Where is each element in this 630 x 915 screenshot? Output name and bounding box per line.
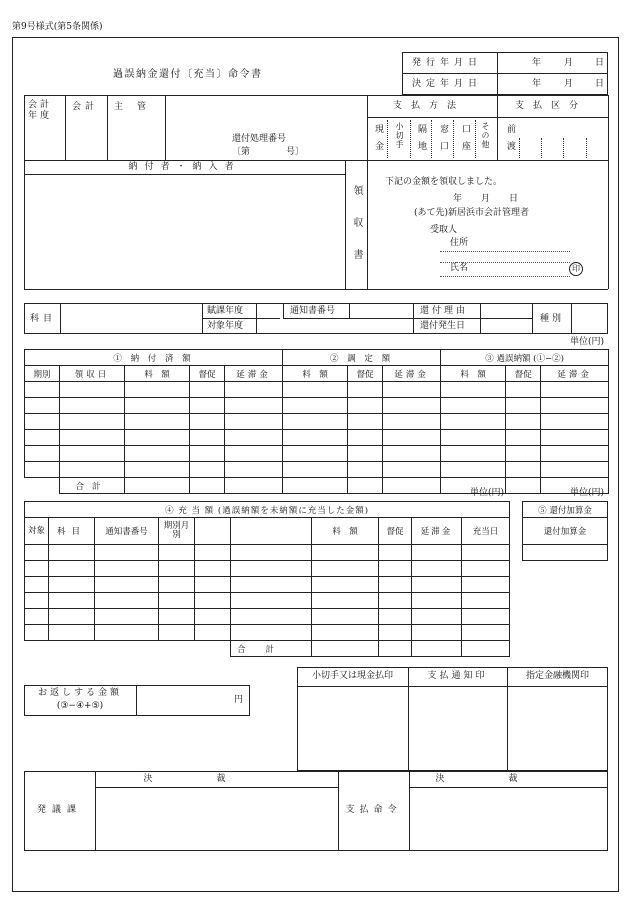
manager-label: 主管: [114, 102, 161, 112]
refund-amount-unit: 円: [234, 695, 244, 705]
appropriation-table: ④ 充 当 額 (過誤納額を未納額に充当した金額) 対象 科目 通知書番号 期別月別 料 額 督促 延滞金 充当日 合計: [24, 501, 510, 657]
pay-method-account: 口座: [460, 124, 470, 158]
pay-method-other: その他: [481, 122, 490, 149]
form-title: 過誤納金還付〔充当〕命令書: [113, 69, 263, 80]
table-row: [25, 398, 609, 414]
stamp-bank-label: 指定金融機関印: [525, 671, 589, 681]
decision-date-label: 決定年月日: [412, 79, 483, 89]
pay-method-check: 小切手: [395, 122, 404, 149]
target-year-label: 対象年度: [207, 321, 244, 331]
stamp-cash-label: 小切手又は現金払印: [311, 671, 393, 681]
group-paid: ① 納 付 済 額: [25, 350, 283, 366]
table-row: [25, 545, 510, 561]
total-label-2: 合計: [231, 641, 312, 657]
receipt-date: 年 月 日: [453, 194, 524, 204]
pay-order-label: 支払命令: [345, 805, 402, 815]
refund-date-label: 還付発生日: [420, 321, 466, 331]
stamp-box: [297, 667, 608, 771]
table-row: [25, 446, 609, 462]
unit-label-1: 単位(円): [569, 337, 604, 347]
group-overpaid: ③ 過誤納額 (①−②): [441, 350, 609, 366]
subject-label: 科目: [30, 314, 57, 324]
decision1-label: 決裁: [143, 774, 290, 784]
table-row: [25, 609, 510, 625]
receipt-text: 下記の金額を領収しました。: [385, 177, 503, 187]
unit-label-2: 単位(円): [469, 488, 504, 498]
dept-label: 発議課: [36, 805, 82, 815]
decision2-label: 決裁: [435, 774, 582, 784]
additional-refund-table: [522, 501, 608, 561]
unit-label-3: 単位(円): [569, 488, 604, 498]
payer-label: 納付者・納入者: [128, 162, 241, 172]
table-row: [25, 577, 510, 593]
table-row: [25, 430, 609, 446]
receipt-label: 領収書: [351, 185, 362, 281]
table-row: [25, 382, 609, 398]
total-label-1: 合計: [60, 478, 125, 494]
additional-refund-title: ⑤ 還付加算金: [523, 502, 608, 518]
table-row: [25, 414, 609, 430]
levy-year-label: 賦課年度: [207, 306, 244, 316]
total-row: [25, 478, 609, 494]
table-row: [25, 593, 510, 609]
total-row: [25, 641, 510, 657]
notice-no-label: 通知書番号: [290, 306, 336, 316]
additional-refund-col: 還付加算金: [523, 518, 608, 545]
address-label: 住所: [450, 238, 469, 248]
issue-date-label: 発行年月日: [412, 58, 483, 68]
recipient-label: 受取人: [430, 225, 458, 235]
fiscal-year-label: 会計年度: [28, 100, 53, 121]
kind-label: 種別: [540, 314, 565, 324]
pay-method-window: 窓口: [438, 124, 448, 158]
table-row: [25, 462, 609, 478]
payment-class-label: 支払区分: [515, 101, 588, 111]
refund-no-label: 還付処理番号: [232, 134, 287, 144]
accounting-label: 会計: [72, 102, 99, 112]
form-label: 第9号様式(第5条関係): [12, 22, 103, 32]
seal-mark: 印: [569, 262, 583, 276]
refund-amount-formula: (③−④+⑤): [56, 701, 104, 711]
appropriation-title: ④ 充 当 額 (過誤納額を未納額に充当した金額): [25, 502, 510, 518]
receipt-addressee: (あて先)新居浜市会計管理者: [414, 208, 530, 218]
overpayment-table: ① 納 付 済 額 ② 調 定 額 ③ 過誤納額 (①−②) 期別 領収日 料 額 督促 延滞金 料 額 督促 延滞金 料 額 督促 延滞金 合計: [24, 349, 609, 494]
pay-class-advance: 前渡: [505, 124, 515, 158]
refund-amount-label: お返しする金額: [37, 688, 122, 698]
table-row: [25, 625, 510, 641]
refund-no-bracket: 〔第 号〕: [232, 147, 305, 157]
payment-method-label: 支払方法: [393, 101, 466, 111]
table-row: [25, 561, 510, 577]
pay-method-cash: 現金: [373, 124, 383, 158]
stamp-notice-label: 支払通知印: [427, 671, 488, 681]
group-assessed: ② 調 定 額: [283, 350, 441, 366]
name-label: 氏名: [450, 263, 469, 273]
pay-method-remote: 隔地: [416, 124, 426, 158]
refund-reason-label: 還付理由: [420, 306, 469, 316]
